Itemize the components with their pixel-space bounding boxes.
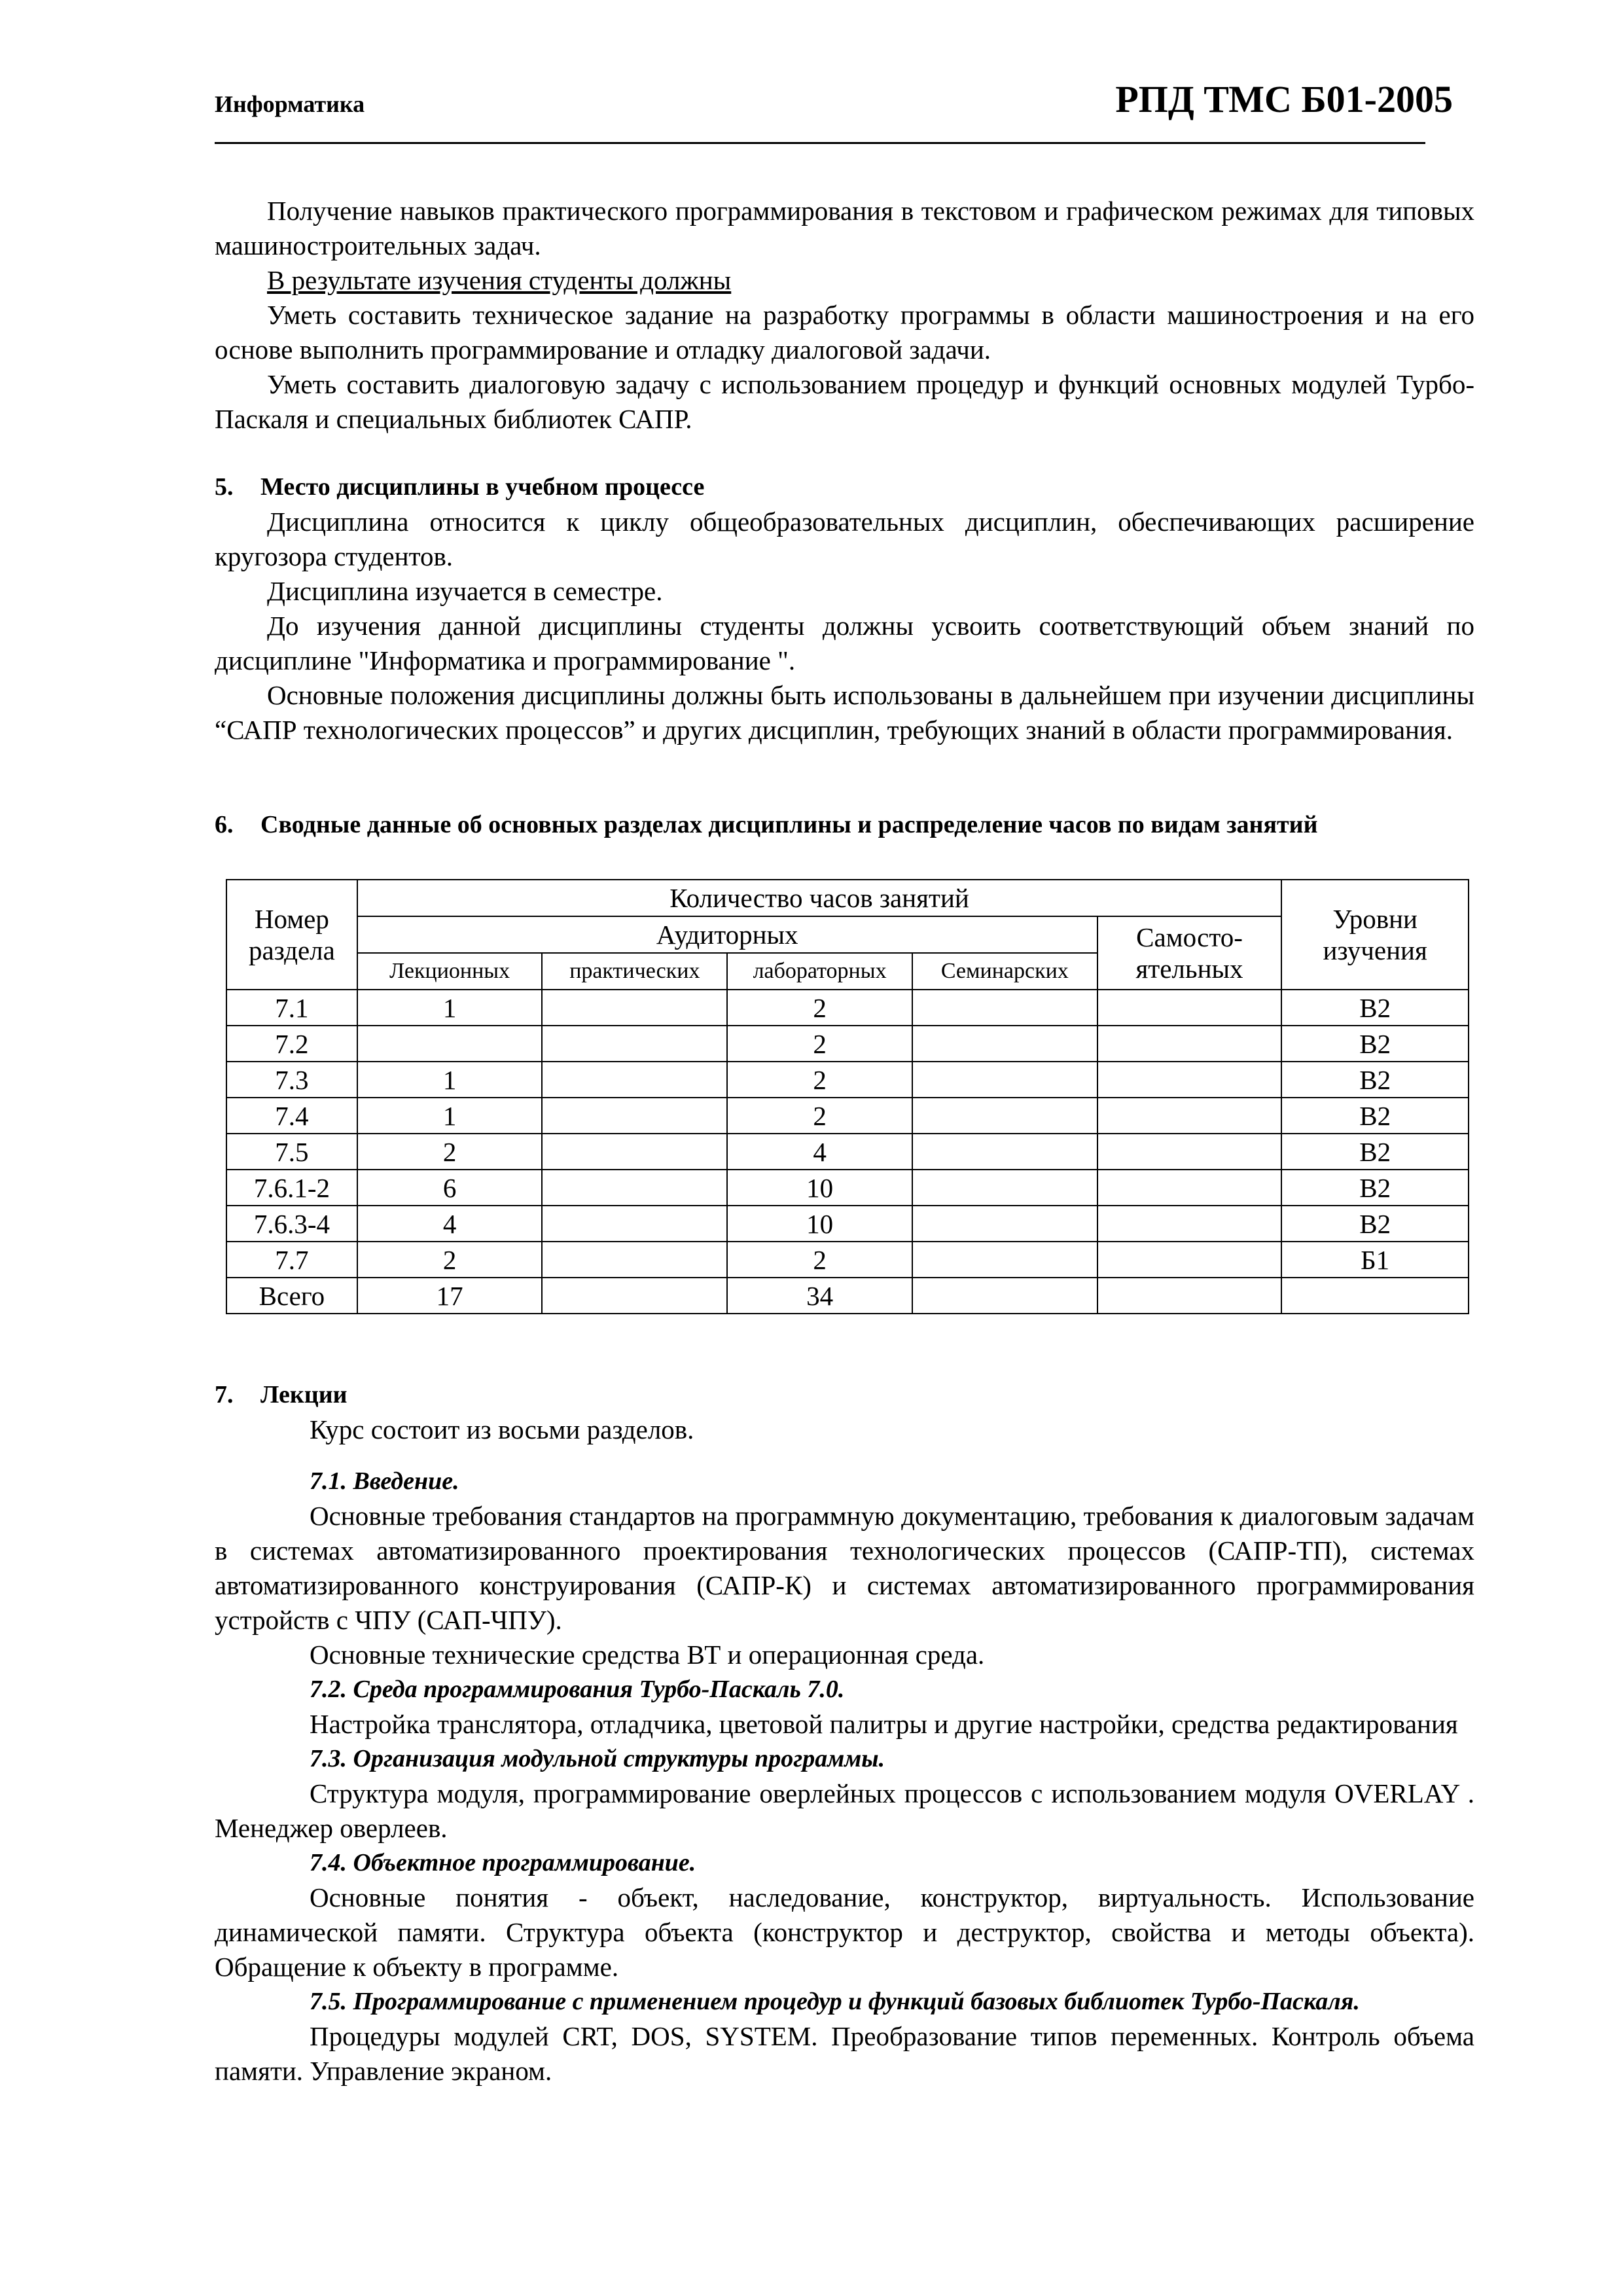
header-self-study: Самосто-ятельных xyxy=(1097,916,1282,990)
cell-laboratory: 2 xyxy=(727,990,912,1026)
table-row xyxy=(226,1170,1469,1206)
cell-lectures xyxy=(357,1026,543,1062)
subsection-7-2-paragraph: Настройка транслятора, отладчика, цветовой палитры и другие настройки, средства редактирования xyxy=(310,1709,1458,1739)
cell-level: В2 xyxy=(1281,1134,1469,1170)
section-7-number: 7. xyxy=(215,1381,234,1408)
cell-laboratory: 2 xyxy=(727,1098,912,1134)
subsection-7-3-paragraph: Структура модуля, программирование оверлейных процессов с использованием модуля OVERLAY . Менеджер оверлеев. xyxy=(215,1778,1474,1843)
cell-laboratory: 10 xyxy=(727,1170,912,1206)
section-5 xyxy=(215,470,1474,747)
cell-lectures: 2 xyxy=(357,1134,543,1170)
cell-lectures: 1 xyxy=(357,1062,543,1098)
cell-level: В2 xyxy=(1281,1062,1469,1098)
cell-seminars xyxy=(912,1242,1097,1278)
section-7-intro: Курс состоит из восьми разделов. xyxy=(310,1414,694,1444)
intro-block xyxy=(215,194,1474,437)
cell-laboratory: 2 xyxy=(727,1026,912,1062)
cell-laboratory: 34 xyxy=(727,1278,912,1314)
subsection-7-1-paragraph-1: Основные требования стандартов на программную документацию, требования к диалоговым задачам в системах автоматизированного проектирования технологических процессов (САПР-ТП), системах автоматизированного конструирования (САПР-К) и системах автоматизированного программирования устройств с ЧПУ (САП-ЧПУ). xyxy=(215,1501,1474,1635)
cell-self-study xyxy=(1097,1098,1282,1134)
cell-section: 7.2 xyxy=(226,1026,357,1062)
subsection-7-2-title: 7.2. Среда программирования Турбо-Паскаль 7.0. xyxy=(310,1676,845,1703)
section-7-heading xyxy=(215,1378,1474,1412)
header-study-level: Уровни изучения xyxy=(1281,880,1469,990)
header-doc-code: РПД ТМС Б01-2005 xyxy=(1115,78,1453,120)
table-row xyxy=(226,1026,1469,1062)
table-row-total xyxy=(226,1278,1469,1314)
cell-level: В2 xyxy=(1281,1206,1469,1242)
cell-practical xyxy=(542,990,727,1026)
cell-practical xyxy=(542,1134,727,1170)
cell-section: 7.5 xyxy=(226,1134,357,1170)
cell-seminars xyxy=(912,1206,1097,1242)
cell-seminars xyxy=(912,1098,1097,1134)
section-5-paragraph-4: Основные положения дисциплины должны быть использованы в дальнейшем при изучении дисциплины “САПР технологических процессов” и других дисциплин, требующих знаний в области программирования. xyxy=(215,680,1474,745)
header-auditory: Аудиторных xyxy=(357,916,1097,953)
cell-self-study xyxy=(1097,1062,1282,1098)
section-5-number: 5. xyxy=(215,473,234,501)
section-6 xyxy=(215,808,1474,842)
cell-section: 7.3 xyxy=(226,1062,357,1098)
subsection-7-5-title: 7.5. Программирование с применением процедур и функций базовых библиотек Турбо-Паскаля. xyxy=(310,1988,1360,2015)
intro-paragraph-1: Получение навыков практического программирования в текстовом и графическом режимах для типовых машиностроительных задач. xyxy=(215,196,1474,260)
cell-practical xyxy=(542,1026,727,1062)
cell-seminars xyxy=(912,1026,1097,1062)
subsection-7-4-title: 7.4. Объектное программирование. xyxy=(310,1849,696,1876)
intro-paragraph-4: Уметь составить диалоговую задачу с использованием процедур и функций основных модулей Турбо-Паскаля и специальных библиотек САПР. xyxy=(215,369,1474,434)
header-rule xyxy=(215,142,1425,144)
cell-section: 7.1 xyxy=(226,990,357,1026)
table-row xyxy=(226,1134,1469,1170)
cell-seminars xyxy=(912,1062,1097,1098)
section-6-number: 6. xyxy=(215,811,234,838)
cell-practical xyxy=(542,1170,727,1206)
cell-seminars xyxy=(912,1134,1097,1170)
cell-lectures: 6 xyxy=(357,1170,543,1206)
header-section-number: Номер раздела xyxy=(226,880,357,990)
table-row xyxy=(226,1098,1469,1134)
subsection-7-1-title: 7.1. Введение. xyxy=(310,1467,459,1495)
section-7 xyxy=(215,1378,1474,2089)
cell-practical xyxy=(542,1098,727,1134)
table-row xyxy=(226,990,1469,1026)
section-5-heading xyxy=(215,470,1474,505)
cell-self-study xyxy=(1097,1170,1282,1206)
header-hours: Количество часов занятий xyxy=(357,880,1282,916)
cell-laboratory: 4 xyxy=(727,1134,912,1170)
cell-lectures: 2 xyxy=(357,1242,543,1278)
cell-level xyxy=(1281,1278,1469,1314)
section-6-title: Сводные данные об основных разделах дисциплины и распределение часов по видам занятий xyxy=(260,811,1318,838)
intro-paragraph-3: Уметь составить техническое задание на разработку программы в области машиностроения и на его основе выполнить программирование и отладку диалоговой задачи. xyxy=(215,300,1474,365)
cell-self-study xyxy=(1097,990,1282,1026)
subsection-7-1-paragraph-2: Основные технические средства ВТ и операционная среда. xyxy=(310,1640,985,1670)
cell-lectures: 1 xyxy=(357,1098,543,1134)
cell-section: Всего xyxy=(226,1278,357,1314)
cell-laboratory: 2 xyxy=(727,1242,912,1278)
cell-laboratory: 2 xyxy=(727,1062,912,1098)
cell-level: Б1 xyxy=(1281,1242,1469,1278)
subsection-7-4-paragraph: Основные понятия - объект, наследование, конструктор, виртуальность. Использование динамической памяти. Структура объекта (конструктор и деструктор, свойства и методы объекта). Обращение к объекту в программе. xyxy=(215,1882,1474,1982)
cell-lectures: 4 xyxy=(357,1206,543,1242)
header-discipline: Информатика xyxy=(215,91,365,117)
table-row xyxy=(226,1062,1469,1098)
cell-practical xyxy=(542,1062,727,1098)
cell-lectures: 17 xyxy=(357,1278,543,1314)
section-5-paragraph-1: Дисциплина относится к циклу общеобразовательных дисциплин, обеспечивающих расширение кругозора студентов. xyxy=(215,507,1474,571)
hours-table xyxy=(226,879,1469,1314)
cell-level: В2 xyxy=(1281,1026,1469,1062)
cell-practical xyxy=(542,1278,727,1314)
cell-seminars xyxy=(912,990,1097,1026)
subsection-7-5-paragraph: Процедуры модулей CRT, DOS, SYSTEM. Преобразование типов переменных. Контроль объема памяти. Управление экраном. xyxy=(215,2021,1474,2086)
section-5-paragraph-3: До изучения данной дисциплины студенты должны усвоить соответствующий объем знаний по дисциплине "Информатика и программирование ". xyxy=(215,611,1474,675)
intro-paragraph-2: В результате изучения студенты должны xyxy=(267,265,732,295)
header-seminars: Семинарских xyxy=(912,953,1097,990)
cell-level: В2 xyxy=(1281,1098,1469,1134)
header-lectures: Лекционных xyxy=(357,953,543,990)
section-6-heading xyxy=(215,808,1474,842)
header-practical: практических xyxy=(542,953,727,990)
cell-section: 7.7 xyxy=(226,1242,357,1278)
subsection-7-3-title: 7.3. Организация модульной структуры программы. xyxy=(310,1745,885,1772)
table-row xyxy=(226,1242,1469,1278)
cell-level: В2 xyxy=(1281,990,1469,1026)
cell-section: 7.6.3-4 xyxy=(226,1206,357,1242)
cell-laboratory: 10 xyxy=(727,1206,912,1242)
cell-practical xyxy=(542,1206,727,1242)
header-laboratory: лабораторных xyxy=(727,953,912,990)
cell-self-study xyxy=(1097,1242,1282,1278)
cell-section: 7.4 xyxy=(226,1098,357,1134)
cell-self-study xyxy=(1097,1134,1282,1170)
cell-seminars xyxy=(912,1170,1097,1206)
section-5-title: Место дисциплины в учебном процессе xyxy=(260,473,705,501)
cell-practical xyxy=(542,1242,727,1278)
table-row xyxy=(226,1206,1469,1242)
section-5-paragraph-2: Дисциплина изучается в семестре. xyxy=(267,576,663,606)
cell-seminars xyxy=(912,1278,1097,1314)
cell-self-study xyxy=(1097,1206,1282,1242)
section-7-title: Лекции xyxy=(260,1381,348,1408)
cell-lectures: 1 xyxy=(357,990,543,1026)
cell-self-study xyxy=(1097,1026,1282,1062)
cell-section: 7.6.1-2 xyxy=(226,1170,357,1206)
cell-level: В2 xyxy=(1281,1170,1469,1206)
cell-self-study xyxy=(1097,1278,1282,1314)
